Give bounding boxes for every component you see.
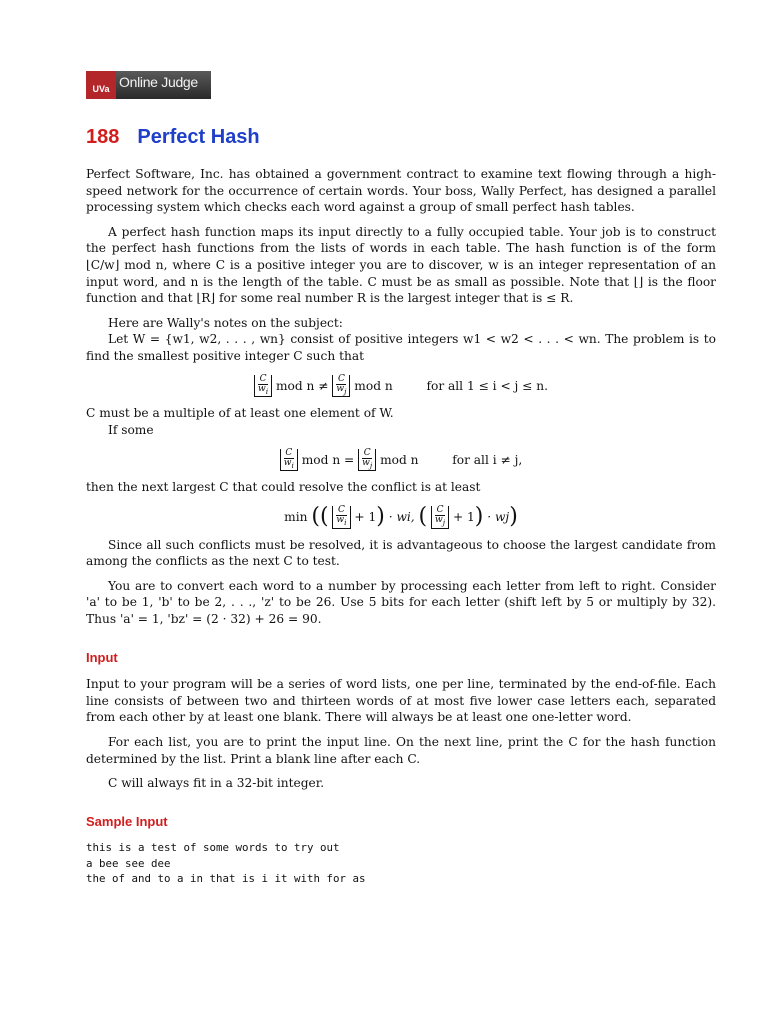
online-judge-logo-text: Online Judge: [119, 74, 198, 90]
floor-c-over-wi: $\frac{C}{w_i}$: [254, 375, 272, 398]
floor-c-over-wj: $\frac{C}{w_j}$: [332, 375, 350, 398]
floor-c-over-wj-3: $\frac{C}{w_j}$: [431, 506, 449, 529]
eq3-plus-one-a: + 1: [354, 509, 377, 524]
sample-input-line: the of and to a in that is i it with for as: [86, 872, 366, 886]
problem-name: Perfect Hash: [137, 126, 260, 148]
input-paragraph-1: Input to your program will be a series of word lists, one per line, terminated by the end-of-file. Each line consists of between two and thirteen words of at most five lower case letters each, separated from each other by at least one blank. There will always be at least one one-letter word.: [86, 677, 716, 725]
floor-c-over-wi-2: $\frac{C}{w_i}$: [280, 449, 298, 472]
eq3-min: min: [284, 509, 308, 524]
sample-input-line: this is a test of some words to try out: [86, 841, 340, 855]
paragraph-intro: Perfect Software, Inc. has obtained a government contract to examine text flowing through a high-speed network for the occurrence of certain words. Your boss, Wally Perfect, has designed a parallel processing system which checks each word against a group of small perfect hash tables.: [86, 167, 716, 215]
eq3-plus-one-b: + 1: [452, 509, 475, 524]
problem-number: 188: [86, 126, 120, 148]
paragraph-if-some: If some: [108, 422, 154, 437]
problem-title: [86, 126, 260, 149]
floor-c-over-wj-2: $\frac{C}{w_j}$: [358, 449, 376, 472]
eq3-wj: · wj: [487, 509, 510, 524]
eq3-wi: · wi,: [388, 509, 415, 524]
paragraph-conversion: You are to convert each word to a number by processing each letter from left to right. Consider 'a' to be 1, 'b' to be 2, . . ., 'z' to be 26. Use 5 bits for each letter (shift left by 5 or multiply by 32). Thus 'a' = 1, 'bz' = (2 · 32) + 26 = 90.: [86, 578, 716, 627]
sample-input-heading: Sample Input: [86, 813, 168, 829]
eq2-mid: mod n =: [301, 452, 355, 467]
uva-online-judge-logo: [86, 71, 211, 99]
eq1-right: mod n: [354, 378, 393, 393]
uva-logo-mark: UVa: [86, 71, 116, 99]
sample-input-line: a bee see dee: [86, 856, 171, 870]
eq2-condition: for all i ≠ j,: [452, 452, 523, 467]
input-paragraph-3: C will always fit in a 32-bit integer.: [108, 776, 325, 791]
paragraph-notes-intro: Here are Wally's notes on the subject:: [108, 315, 343, 330]
input-heading: Input: [86, 649, 118, 665]
paragraph-next-largest: then the next largest C that could resolve the conflict is at least: [86, 480, 481, 495]
input-paragraph-2: For each list, you are to print the input line. On the next line, print the C for the hash function determined by the list. Print a blank line after each C.: [86, 735, 716, 766]
floor-c-over-wi-3: $\frac{C}{w_i}$: [332, 506, 350, 529]
eq1-mid: mod n ≠: [275, 378, 329, 393]
paragraph-conflicts: Since all such conflicts must be resolved, it is advantageous to choose the largest candidate from among the conflicts as the next C to test.: [86, 537, 716, 569]
paragraph-hash-function: A perfect hash function maps its input directly to a fully occupied table. Your job is to construct the perfect hash functions from the lists of words in each table. The hash function is of the form ⌊C/w⌋ mod n, where C is a positive integer you are to discover, w is an integer representation of an input word, and n is the length of the table. C must be as small as possible. Note that ⌊⌋ is the floor function and that ⌊R⌋ for some real number R is the largest integer that is ≤ R.: [86, 224, 716, 306]
equation-condition-distinct: [86, 375, 716, 398]
eq2-right: mod n: [380, 452, 419, 467]
paragraph-multiple: C must be a multiple of at least one element of W.: [86, 406, 394, 421]
eq1-condition: for all 1 ≤ i < j ≤ n.: [426, 378, 548, 393]
problem-statement: [86, 166, 716, 887]
paragraph-problem-def: Let W = {w1, w2, . . . , wn} consist of positive integers w1 < w2 < . . . < wn. The problem is to find the smallest positive integer C such that: [86, 332, 716, 363]
equation-conflict: [86, 449, 716, 472]
equation-min: min (( $\frac{C}{w_i}$ + 1) · wi, ( $\frac{C}{w_j}$ + 1) · wj): [284, 504, 518, 530]
